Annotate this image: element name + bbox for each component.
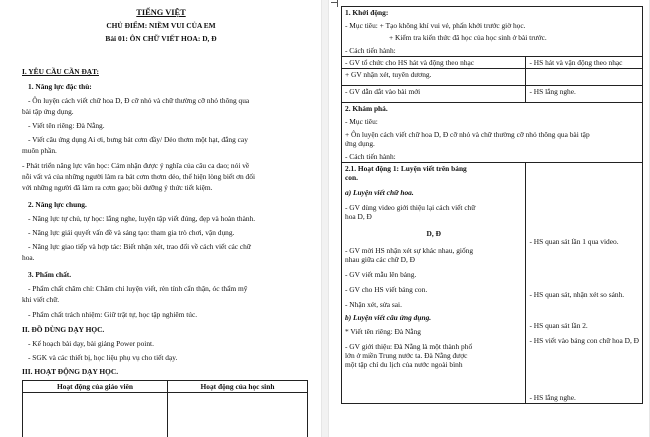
r-text: - Mục tiêu: [345,117,378,126]
r-text: lớn ở miền Trung nước ta. Đà Nẵng được [345,351,468,360]
r-text: + Ôn luyện cách viết chữ hoa D, Đ cỡ nhỏ và chữ thường cỡ nhỏ thông qua bài tập [345,130,590,139]
s1-line: - Phát triển năng lực văn học: Cảm nhận được ý nghĩa của câu ca dao; nói về [22,161,250,170]
theme-heading: CHỦ ĐIỂM: NIỀM VUI CỦA EM [106,21,216,30]
r-text: + Kiểm tra kiến thức đã học của học sinh ở bài trước. [389,33,547,42]
intro-cell [342,7,643,57]
s3-line: - Phẩm chất trách nhiệm: Giữ trật tự, học tập nghiêm túc. [28,310,198,319]
document-page-left [0,0,322,437]
r-heading: 2. Khám phá. [345,104,388,113]
document-page-right [328,0,650,437]
letters-sample: D, Đ [426,229,441,238]
r-text: - GV cho HS viết bảng con. [345,285,428,294]
r-subheading: a) Luyện viết chữ hoa. [345,188,414,197]
teacher-cell: - GV tổ chức cho HS hát và động theo nhạc [342,57,526,69]
s2-line: - Năng lực giao tiếp và hợp tác: Biết nhận xét, trao đổi về cách viết các chữ [28,242,251,251]
s3-line: khi viết chữ. [22,295,60,304]
r-heading: 2.1. Hoạt động 1: Luyện viết trên bảng [345,164,467,173]
student-cell [526,69,643,86]
s1-line: nỗi vất vả của những người làm ra bát cơm thơm dẻo, thể hiện lòng biết ơn đối [22,172,255,181]
r-text: - HS viết vào bảng con chữ hoa D, Đ [529,336,639,345]
r-subheading: b) Luyện viết câu ứng dụng. [345,313,432,322]
col-teacher: Hoạt động của giáo viên [23,381,168,393]
r-text: - HS quan sát lần 1 qua video. [529,237,619,246]
s1-line: bài tập ứng dụng. [22,107,74,116]
lesson-heading: Bài 01: ÔN CHỮ VIẾT HOA: D, Đ [105,34,217,43]
s1-line: muôn phần. [22,146,57,155]
r-text: - GV viết mẫu lên bảng. [345,270,417,279]
margin-mark [337,0,338,7]
section-1-title: I. YÊU CẦU CẦN ĐẠT: [22,67,99,76]
r-text: - Nhận xét, sửa sai. [345,300,402,309]
r-heading: 1. Khởi động: [345,8,389,17]
subject-heading: TIẾNG VIỆT [136,8,186,17]
r-text: - Cách tiến hành: [345,46,396,55]
s1-heading: 1. Năng lực đặc thù: [28,82,92,91]
s3-heading: 3. Phẩm chất. [28,270,72,279]
d-line: - Kế hoạch bài dạy, bài giảng Power point. [28,339,154,348]
explore-cell [342,103,643,163]
r-text: - GV dùng video giới thiệu lại cách viết chữ [345,203,476,212]
s2-heading: 2. Năng lực chung. [28,200,87,209]
r-text: nhau giữa các chữ D, Đ [345,255,415,264]
col-student: Hoạt động của học sinh [168,381,308,393]
r-text: - Mục tiêu: + Tạo không khí vui vẻ, phấn khởi trước giờ học. [345,21,526,30]
r-heading: con. [345,173,358,182]
student-cell: - HS lắng nghe. [526,86,643,103]
teacher-cell: + GV nhận xét, tuyên dương. [342,69,526,86]
activity-table [341,6,643,404]
s2-line: hoa. [22,253,35,262]
r-text: ứng dụng. [345,139,375,148]
r-text: - GV giới thiệu: Đà Nẵng là một thành phố [345,342,473,351]
s1-line: - Viết tên riêng: Đà Nẵng. [28,121,105,130]
r-text: - HS quan sát, nhận xét so sánh. [529,290,625,299]
s1-line: - Viết câu ứng dụng Ai ơi, bưng bát cơm đầy/ Dẻo thơm một hạt, đắng cay [28,135,248,144]
student-cell [526,163,643,404]
s3-line: - Phẩm chất chăm chỉ: Chăm chỉ luyện viết, rèn tính cẩn thận, óc thẩm mỹ [28,284,248,293]
r-text: - Cách tiến hành: [345,152,396,161]
r-text: - GV mời HS nhận xét sự khác nhau, giống [345,246,474,255]
section-3-title: III. HOẠT ĐỘNG DẠY HỌC. [22,367,119,376]
r-text: - HS lắng nghe. [529,393,576,402]
s1-line: với những người đã làm ra cơm gạo; bồi dưỡng ý thức tiết kiệm. [22,183,213,192]
r-text: - HS quan sát lần 2. [529,321,588,330]
activity-table-header [22,380,308,437]
r-text: * Viết tên riêng: Đà Nẵng [345,327,421,336]
student-cell: - HS hát và vận động theo nhạc [526,57,643,69]
s1-line: - Ôn luyện cách viết chữ hoa D, Đ cỡ nhỏ và chữ thường cỡ nhỏ thông qua [28,96,250,105]
teacher-cell [342,163,526,404]
s2-line: - Năng lực tự chủ, tự học: lắng nghe, luyện tập viết đúng, đẹp và hoàn thành. [28,214,256,223]
s2-line: - Năng lực giải quyết vấn đề và sáng tạo: tham gia trò chơi, vận dụng. [28,228,235,237]
d-line: - SGK và các thiết bị, học liệu phụ vụ cho tiết dạy. [28,353,178,362]
section-2-title: II. ĐỒ DÙNG DẠY HỌC. [22,325,105,334]
r-text: một tập chí du lịch của nước ngoài bình [345,360,463,369]
teacher-cell: - GV dẫn dắt vào bài mới [342,86,526,103]
r-text: hoa D, Đ [345,212,372,221]
